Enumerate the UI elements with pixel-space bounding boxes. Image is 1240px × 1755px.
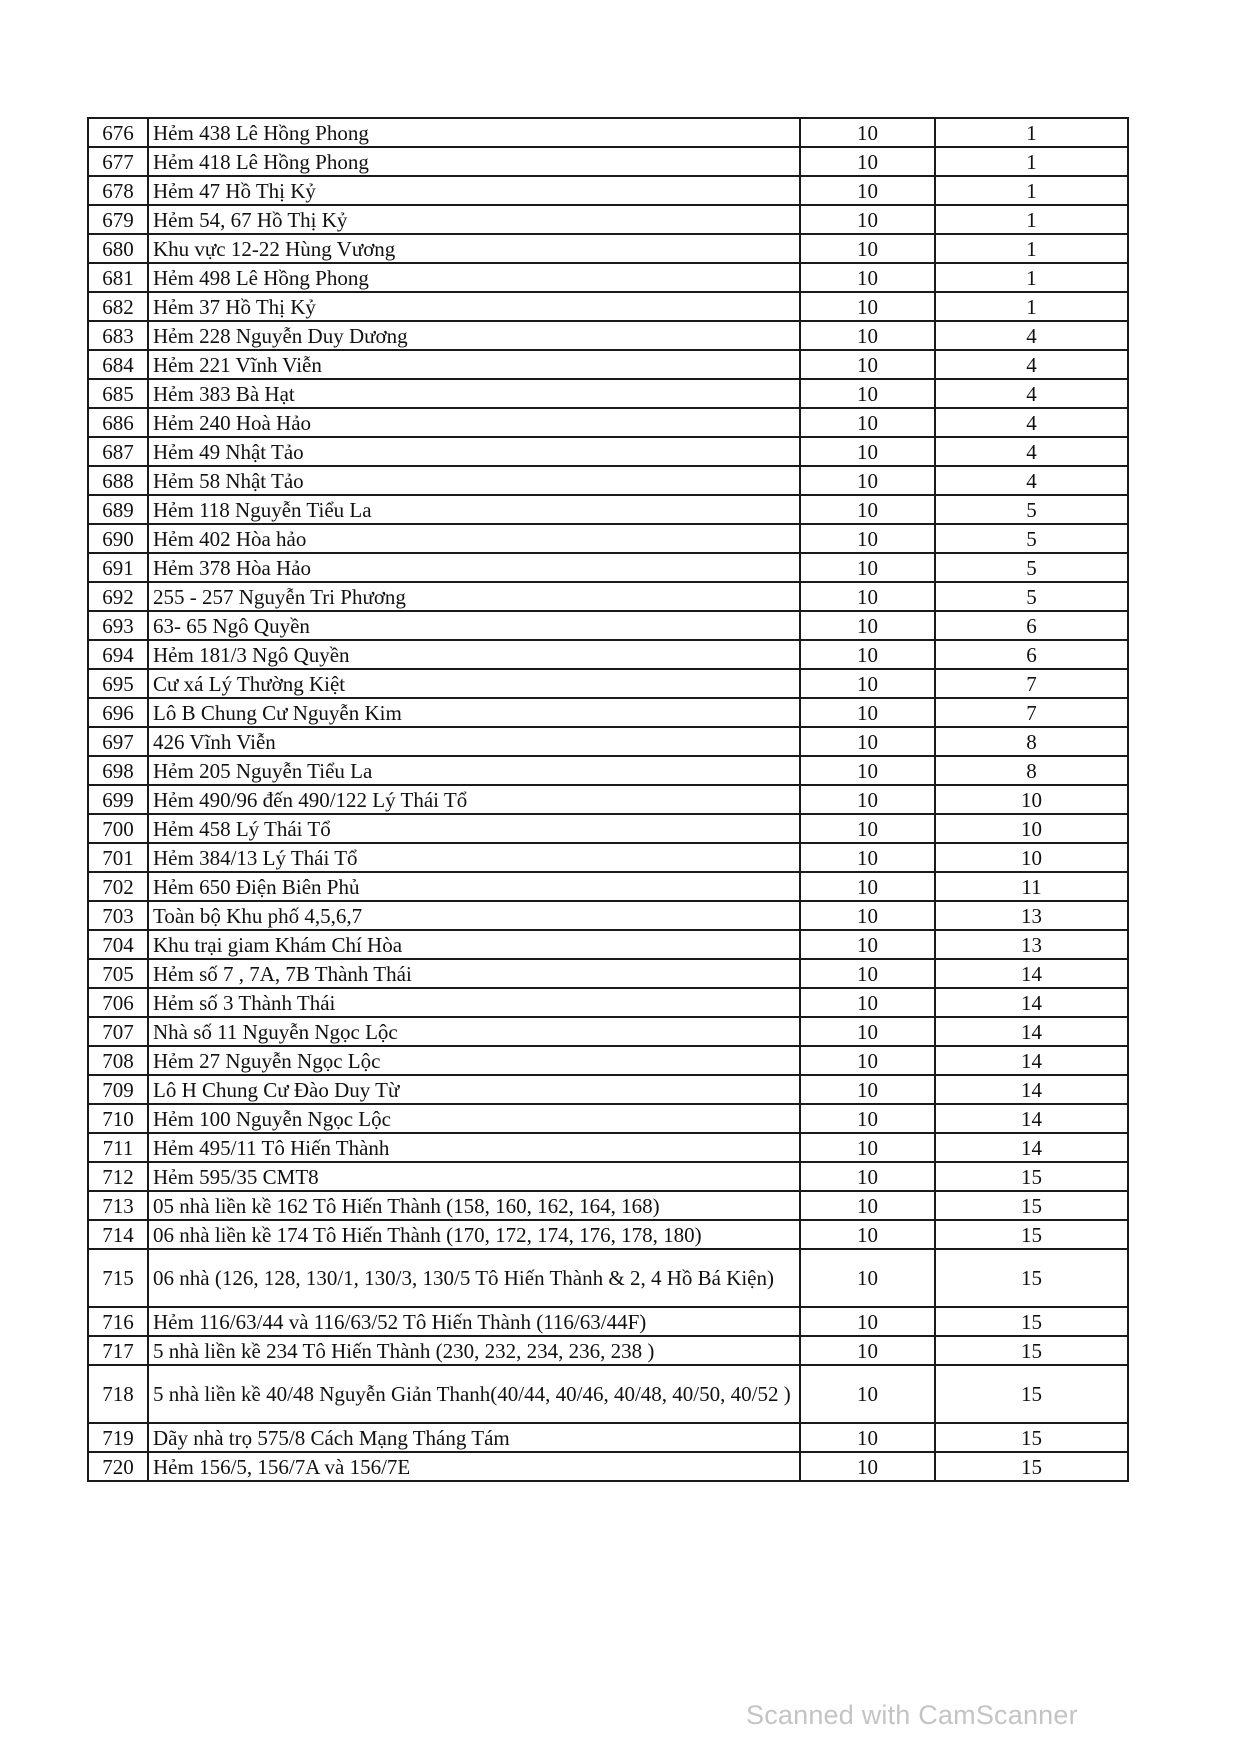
row-number-cell: 685 [88,379,148,408]
location-name-cell: 5 nhà liền kề 40/48 Nguyễn Giản Thanh(40/44, 40/46, 40/48, 40/50, 40/52 ) [148,1365,800,1423]
table-row [88,379,1128,408]
value-column-3-cell: 10 [800,466,935,495]
value-column-3-cell: 10 [800,292,935,321]
row-number-cell: 710 [88,1104,148,1133]
row-number-cell: 680 [88,234,148,263]
row-number-cell: 693 [88,611,148,640]
value-column-3-cell: 10 [800,843,935,872]
row-number-cell: 692 [88,582,148,611]
row-number-cell: 683 [88,321,148,350]
value-column-4-cell: 1 [935,118,1128,147]
value-column-4-cell: 1 [935,176,1128,205]
row-number-cell: 704 [88,930,148,959]
location-name-cell: Lô H Chung Cư Đào Duy Từ [148,1075,800,1104]
table-row [88,118,1128,147]
table-row [88,611,1128,640]
location-name-cell: Hẻm 47 Hồ Thị Kỷ [148,176,800,205]
value-column-3-cell: 10 [800,1423,935,1452]
table-row [88,901,1128,930]
location-name-cell: Hẻm 116/63/44 và 116/63/52 Tô Hiến Thành (116/63/44F) [148,1307,800,1336]
value-column-4-cell: 1 [935,205,1128,234]
location-name-cell: Hẻm 495/11 Tô Hiến Thành [148,1133,800,1162]
location-name-cell: Hẻm 54, 67 Hồ Thị Kỷ [148,205,800,234]
location-name-cell: Hẻm 240 Hoà Hảo [148,408,800,437]
location-name-cell: Khu vực 12-22 Hùng Vương [148,234,800,263]
row-number-cell: 707 [88,1017,148,1046]
value-column-3-cell: 10 [800,785,935,814]
location-name-cell: Hẻm 205 Nguyễn Tiểu La [148,756,800,785]
table-row [88,988,1128,1017]
value-column-3-cell: 10 [800,872,935,901]
row-number-cell: 686 [88,408,148,437]
row-number-cell: 716 [88,1307,148,1336]
row-number-cell: 719 [88,1423,148,1452]
value-column-4-cell: 5 [935,553,1128,582]
row-number-cell: 715 [88,1249,148,1307]
location-name-cell: Hẻm 228 Nguyễn Duy Dương [148,321,800,350]
table-row [88,1191,1128,1220]
value-column-4-cell: 10 [935,843,1128,872]
table-row [88,292,1128,321]
table-row [88,959,1128,988]
table-row [88,1133,1128,1162]
row-number-cell: 700 [88,814,148,843]
table-row [88,1162,1128,1191]
location-name-cell: Hẻm 27 Nguyễn Ngọc Lộc [148,1046,800,1075]
value-column-3-cell: 10 [800,205,935,234]
value-column-3-cell: 10 [800,234,935,263]
table-row [88,1220,1128,1249]
value-column-3-cell: 10 [800,1162,935,1191]
value-column-4-cell: 7 [935,698,1128,727]
table-row [88,234,1128,263]
value-column-4-cell: 11 [935,872,1128,901]
table-row [88,408,1128,437]
value-column-4-cell: 4 [935,437,1128,466]
table-row [88,872,1128,901]
table-row [88,727,1128,756]
value-column-4-cell: 14 [935,1133,1128,1162]
value-column-4-cell: 15 [935,1162,1128,1191]
value-column-3-cell: 10 [800,1452,935,1481]
location-name-cell: Hẻm số 7 , 7A, 7B Thành Thái [148,959,800,988]
table-row [88,176,1128,205]
value-column-4-cell: 15 [935,1191,1128,1220]
location-name-cell: Hẻm 498 Lê Hồng Phong [148,263,800,292]
value-column-3-cell: 10 [800,1133,935,1162]
row-number-cell: 706 [88,988,148,1017]
table-row [88,466,1128,495]
row-number-cell: 681 [88,263,148,292]
value-column-4-cell: 8 [935,727,1128,756]
value-column-3-cell: 10 [800,640,935,669]
location-name-cell: Khu trại giam Khám Chí Hòa [148,930,800,959]
camscanner-watermark: Scanned with CamScanner [746,1700,1078,1730]
row-number-cell: 678 [88,176,148,205]
value-column-3-cell: 10 [800,350,935,379]
value-column-3-cell: 10 [800,1220,935,1249]
value-column-4-cell: 4 [935,321,1128,350]
location-name-cell: Dãy nhà trọ 575/8 Cách Mạng Tháng Tám [148,1423,800,1452]
value-column-4-cell: 4 [935,350,1128,379]
value-column-4-cell: 14 [935,1075,1128,1104]
table-row [88,582,1128,611]
row-number-cell: 679 [88,205,148,234]
location-name-cell: Hẻm 221 Vĩnh Viễn [148,350,800,379]
value-column-4-cell: 5 [935,524,1128,553]
location-name-cell: Hẻm 100 Nguyễn Ngọc Lộc [148,1104,800,1133]
value-column-3-cell: 10 [800,756,935,785]
row-number-cell: 705 [88,959,148,988]
location-name-cell: Hẻm 650 Điện Biên Phủ [148,872,800,901]
table-row [88,1423,1128,1452]
row-number-cell: 720 [88,1452,148,1481]
value-column-4-cell: 1 [935,263,1128,292]
row-number-cell: 701 [88,843,148,872]
location-name-cell: 63- 65 Ngô Quyền [148,611,800,640]
value-column-4-cell: 15 [935,1336,1128,1365]
location-name-cell: Hẻm 49 Nhật Tảo [148,437,800,466]
value-column-4-cell: 1 [935,234,1128,263]
value-column-4-cell: 13 [935,930,1128,959]
value-column-3-cell: 10 [800,611,935,640]
location-name-cell: Hẻm 384/13 Lý Thái Tổ [148,843,800,872]
value-column-3-cell: 10 [800,698,935,727]
table-row [88,669,1128,698]
location-name-cell: Hẻm 595/35 CMT8 [148,1162,800,1191]
value-column-3-cell: 10 [800,1249,935,1307]
location-name-cell: 426 Vĩnh Viễn [148,727,800,756]
value-column-4-cell: 15 [935,1365,1128,1423]
table-row [88,495,1128,524]
value-column-3-cell: 10 [800,1075,935,1104]
location-name-cell: 5 nhà liền kề 234 Tô Hiến Thành (230, 232, 234, 236, 238 ) [148,1336,800,1365]
value-column-4-cell: 10 [935,814,1128,843]
value-column-4-cell: 14 [935,988,1128,1017]
row-number-cell: 694 [88,640,148,669]
value-column-3-cell: 10 [800,988,935,1017]
location-name-cell: Hẻm 458 Lý Thái Tổ [148,814,800,843]
row-number-cell: 712 [88,1162,148,1191]
value-column-4-cell: 14 [935,1017,1128,1046]
table-body [88,118,1128,1481]
table-row [88,1307,1128,1336]
table-row [88,1336,1128,1365]
location-name-cell: Hẻm số 3 Thành Thái [148,988,800,1017]
table-row [88,1075,1128,1104]
row-number-cell: 689 [88,495,148,524]
value-column-3-cell: 10 [800,1104,935,1133]
value-column-3-cell: 10 [800,1191,935,1220]
location-name-cell: 05 nhà liền kề 162 Tô Hiến Thành (158, 160, 162, 164, 168) [148,1191,800,1220]
location-name-cell: 06 nhà liền kề 174 Tô Hiến Thành (170, 172, 174, 176, 178, 180) [148,1220,800,1249]
table-row [88,1104,1128,1133]
value-column-3-cell: 10 [800,669,935,698]
table-row [88,843,1128,872]
table-row [88,321,1128,350]
table-row [88,698,1128,727]
value-column-3-cell: 10 [800,495,935,524]
row-number-cell: 718 [88,1365,148,1423]
row-number-cell: 699 [88,785,148,814]
value-column-3-cell: 10 [800,1046,935,1075]
value-column-3-cell: 10 [800,263,935,292]
value-column-3-cell: 10 [800,553,935,582]
table-row [88,1017,1128,1046]
row-number-cell: 702 [88,872,148,901]
value-column-3-cell: 10 [800,379,935,408]
table-row [88,756,1128,785]
value-column-3-cell: 10 [800,1336,935,1365]
row-number-cell: 687 [88,437,148,466]
table-row [88,437,1128,466]
location-name-cell: Hẻm 402 Hòa hảo [148,524,800,553]
table-row [88,930,1128,959]
value-column-4-cell: 8 [935,756,1128,785]
value-column-4-cell: 13 [935,901,1128,930]
row-number-cell: 709 [88,1075,148,1104]
value-column-4-cell: 4 [935,408,1128,437]
table-row [88,640,1128,669]
table-row [88,785,1128,814]
value-column-4-cell: 15 [935,1220,1128,1249]
location-name-cell: Nhà số 11 Nguyễn Ngọc Lộc [148,1017,800,1046]
value-column-4-cell: 5 [935,495,1128,524]
value-column-4-cell: 15 [935,1307,1128,1336]
table-row [88,1452,1128,1481]
value-column-3-cell: 10 [800,408,935,437]
table-row [88,553,1128,582]
value-column-4-cell: 5 [935,582,1128,611]
value-column-4-cell: 6 [935,611,1128,640]
location-name-cell: Hẻm 438 Lê Hồng Phong [148,118,800,147]
row-number-cell: 691 [88,553,148,582]
table-row [88,1365,1128,1423]
row-number-cell: 695 [88,669,148,698]
value-column-3-cell: 10 [800,930,935,959]
value-column-3-cell: 10 [800,814,935,843]
table-row [88,1249,1128,1307]
location-name-cell: Hẻm 418 Lê Hồng Phong [148,147,800,176]
value-column-3-cell: 10 [800,437,935,466]
value-column-3-cell: 10 [800,1017,935,1046]
location-name-cell: Cư xá Lý Thường Kiệt [148,669,800,698]
row-number-cell: 713 [88,1191,148,1220]
row-number-cell: 697 [88,727,148,756]
table-row [88,814,1128,843]
location-name-cell: Lô B Chung Cư Nguyễn Kim [148,698,800,727]
row-number-cell: 676 [88,118,148,147]
value-column-3-cell: 10 [800,901,935,930]
value-column-3-cell: 10 [800,321,935,350]
value-column-4-cell: 6 [935,640,1128,669]
value-column-3-cell: 10 [800,1307,935,1336]
value-column-4-cell: 1 [935,292,1128,321]
location-name-cell: 06 nhà (126, 128, 130/1, 130/3, 130/5 Tô Hiến Thành & 2, 4 Hồ Bá Kiện) [148,1249,800,1307]
document-table [87,117,1129,1482]
row-number-cell: 717 [88,1336,148,1365]
value-column-4-cell: 14 [935,1104,1128,1133]
location-name-cell: Hẻm 118 Nguyễn Tiểu La [148,495,800,524]
value-column-4-cell: 1 [935,147,1128,176]
location-name-cell: Hẻm 383 Bà Hạt [148,379,800,408]
location-name-cell: 255 - 257 Nguyễn Tri Phương [148,582,800,611]
value-column-3-cell: 10 [800,1365,935,1423]
location-name-cell: Hẻm 490/96 đến 490/122 Lý Thái Tổ [148,785,800,814]
value-column-4-cell: 15 [935,1249,1128,1307]
value-column-3-cell: 10 [800,176,935,205]
value-column-4-cell: 4 [935,379,1128,408]
value-column-4-cell: 15 [935,1452,1128,1481]
value-column-4-cell: 10 [935,785,1128,814]
location-name-cell: Hẻm 378 Hòa Hảo [148,553,800,582]
row-number-cell: 698 [88,756,148,785]
table-row [88,263,1128,292]
value-column-3-cell: 10 [800,727,935,756]
value-column-4-cell: 14 [935,959,1128,988]
value-column-3-cell: 10 [800,147,935,176]
value-column-4-cell: 7 [935,669,1128,698]
row-number-cell: 684 [88,350,148,379]
table-row [88,350,1128,379]
table-row [88,524,1128,553]
location-name-cell: Hẻm 37 Hồ Thị Kỷ [148,292,800,321]
row-number-cell: 703 [88,901,148,930]
location-name-cell: Hẻm 156/5, 156/7A và 156/7E [148,1452,800,1481]
row-number-cell: 677 [88,147,148,176]
row-number-cell: 708 [88,1046,148,1075]
row-number-cell: 696 [88,698,148,727]
location-name-cell: Hẻm 181/3 Ngô Quyền [148,640,800,669]
table-row [88,147,1128,176]
value-column-4-cell: 15 [935,1423,1128,1452]
row-number-cell: 714 [88,1220,148,1249]
row-number-cell: 688 [88,466,148,495]
row-number-cell: 682 [88,292,148,321]
row-number-cell: 711 [88,1133,148,1162]
table-row [88,1046,1128,1075]
value-column-3-cell: 10 [800,959,935,988]
value-column-3-cell: 10 [800,582,935,611]
location-name-cell: Hẻm 58 Nhật Tảo [148,466,800,495]
value-column-3-cell: 10 [800,524,935,553]
value-column-4-cell: 4 [935,466,1128,495]
value-column-3-cell: 10 [800,118,935,147]
table-row [88,205,1128,234]
value-column-4-cell: 14 [935,1046,1128,1075]
row-number-cell: 690 [88,524,148,553]
location-name-cell: Toàn bộ Khu phố 4,5,6,7 [148,901,800,930]
